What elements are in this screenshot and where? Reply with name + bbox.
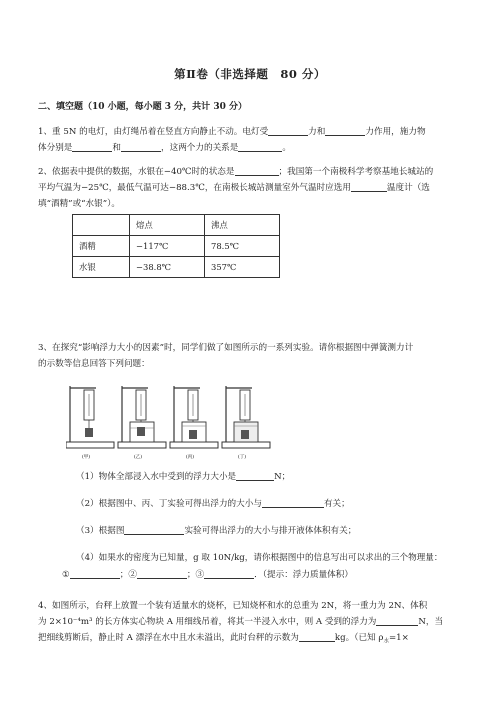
- q3-blank-2[interactable]: [262, 497, 324, 508]
- q2-text-b: ；我国第一个南极科学考察基地长城站的: [278, 167, 434, 177]
- q4-blank-2[interactable]: [299, 631, 335, 642]
- q2-text-a: 2、依据表中提供的数据，水银在−40℃时的状态是: [38, 167, 235, 177]
- apparatus-jia: [66, 386, 114, 460]
- table-header-cell: 沸点: [205, 215, 280, 236]
- question-2-line-2: [38, 180, 466, 196]
- table-cell: 水银: [73, 257, 130, 278]
- q3-sub-3-text-a: （3）根据图: [76, 526, 125, 536]
- table-header-cell: 熔点: [130, 215, 205, 236]
- q1-blank-4[interactable]: [121, 141, 161, 152]
- q2-blank-1[interactable]: [235, 165, 279, 176]
- table-cell: 78.5℃: [205, 236, 280, 257]
- table-cell: −117℃: [130, 236, 205, 257]
- question-3: [38, 340, 466, 372]
- apparatus-bing: [170, 386, 218, 460]
- question-4-line-2: [38, 614, 466, 630]
- q3-blank-1[interactable]: [236, 470, 274, 481]
- question-3-line-2: 的示数等信息回答下列问题：: [38, 359, 150, 369]
- q3-sub-2-text-b: 有关；: [323, 499, 350, 509]
- table-cell: 357℃: [205, 257, 280, 278]
- table-cell: −38.8℃: [130, 257, 205, 278]
- question-1-line-1: [38, 124, 466, 140]
- part-title: 第Ⅱ卷（非选择题 80 分）: [174, 67, 326, 81]
- q4-text-c: 把细线剪断后，静止时 A 漂浮在水中且水未溢出，此时台秤的示数为: [38, 633, 299, 643]
- q3-sub-3: [76, 524, 356, 538]
- table-header-row: [73, 215, 280, 236]
- fig-label-jia: (甲): [82, 455, 91, 460]
- q3-sub-3-text-b: 实验可得出浮力的大小与排开液体体积有关；: [184, 526, 357, 536]
- q1-blank-2[interactable]: [325, 125, 365, 136]
- q4-text-e: =1×: [388, 633, 409, 643]
- question-2: [38, 164, 466, 212]
- q1-text-c: 力作用，施力物: [365, 127, 426, 137]
- q3-blank-6[interactable]: [204, 568, 254, 579]
- fig-label-yi: (乙): [134, 455, 143, 460]
- question-3-line-1: 3、在探究“影响浮力大小的因素”时，同学们做了如图所示的一系列实验。请你根据图中弹簧测力计: [38, 343, 414, 353]
- question-2-line-3: 填“酒精”或“水银”）。: [38, 199, 121, 209]
- question-4-line-3: [38, 630, 466, 650]
- melting-boiling-table: [72, 214, 280, 278]
- fig-label-ding: (丁): [238, 455, 247, 460]
- q1-text-g: 。: [282, 143, 291, 153]
- question-2-line-1: [38, 164, 466, 180]
- question-4-line-1: 4、如图所示，台秤上放置一个装有适量水的烧杯，已知烧杯和水的总重为 2N，将一重力为 2N、体积: [38, 601, 428, 611]
- q1-text-a: 1、重 5N 的电灯，由灯绳吊着在竖直方向静止不动。电灯受: [38, 127, 269, 137]
- q1-text-f: ，这两个力的关系是: [161, 143, 239, 153]
- q1-text-b: 力和: [308, 127, 326, 137]
- fig-label-bing: (丙): [186, 455, 195, 460]
- table-header-cell: [73, 215, 130, 236]
- q3-sub-1: [76, 470, 290, 484]
- q3-sub-2-text-a: （2）根据图中、丙、丁实验可得出浮力的大小与: [76, 499, 262, 509]
- q1-blank-5[interactable]: [238, 141, 282, 152]
- q3-blank-5[interactable]: [137, 568, 187, 579]
- q3-sub-1-text-a: （1）物体全部浸入水中受到的浮力大小是: [76, 472, 237, 482]
- q4-text-d: kg。（已知 ρ: [334, 633, 384, 643]
- question-1-line-2: [38, 140, 466, 156]
- q2-text-d: 温度计（选: [386, 183, 430, 193]
- q3-blank-4[interactable]: [70, 568, 120, 579]
- q3-sub-2: [76, 497, 350, 511]
- apparatus-yi: [118, 386, 166, 460]
- q2-text-c: 平均气温为−25℃，最低气温可达−88.3℃，在南极长城站测量室外气温时应选用: [38, 183, 351, 193]
- apparatus-ding: [222, 386, 270, 460]
- table-row: [73, 257, 280, 278]
- q3-sub-1-text-b: N；: [274, 472, 291, 482]
- q3-sub-4: （4）如果水的密度为已知量，g 取 10N/kg，请你根据图中的信息写出可以求出的三个物理量：: [76, 553, 443, 563]
- table-row: [73, 236, 280, 257]
- q1-blank-3[interactable]: [72, 141, 112, 152]
- q3-sub-5-text-d: ．（提示：浮力质量体积）: [254, 570, 353, 580]
- q2-blank-2[interactable]: [351, 181, 387, 192]
- q3-sub-5-text-a: ①: [62, 570, 70, 580]
- q4-text-a: 为 2×10⁻⁴m³ 的长方体实心物块 A 用细线吊着，将其一半浸入水中，则 A 受到的浮力为: [38, 617, 377, 627]
- q4-subscript-water: 水: [383, 638, 389, 645]
- q3-sub-5-text-c: ；③: [186, 570, 205, 580]
- experiment-figure: [66, 378, 276, 460]
- q3-blank-3[interactable]: [124, 524, 184, 535]
- q3-sub-5-text-b: ；②: [119, 570, 137, 580]
- question-1: [38, 124, 466, 156]
- q1-text-e: 和: [112, 143, 121, 153]
- table-cell: 酒精: [73, 236, 130, 257]
- section-heading: 二、填空题（10 小题，每小题 3 分，共计 30 分）: [38, 102, 247, 112]
- q4-blank-1[interactable]: [376, 615, 418, 626]
- q1-text-d: 体分别是: [38, 143, 73, 153]
- q1-blank-1[interactable]: [268, 125, 308, 136]
- q4-text-b: N，当: [418, 617, 444, 627]
- q3-sub-5: [62, 568, 353, 582]
- question-4: [38, 598, 466, 650]
